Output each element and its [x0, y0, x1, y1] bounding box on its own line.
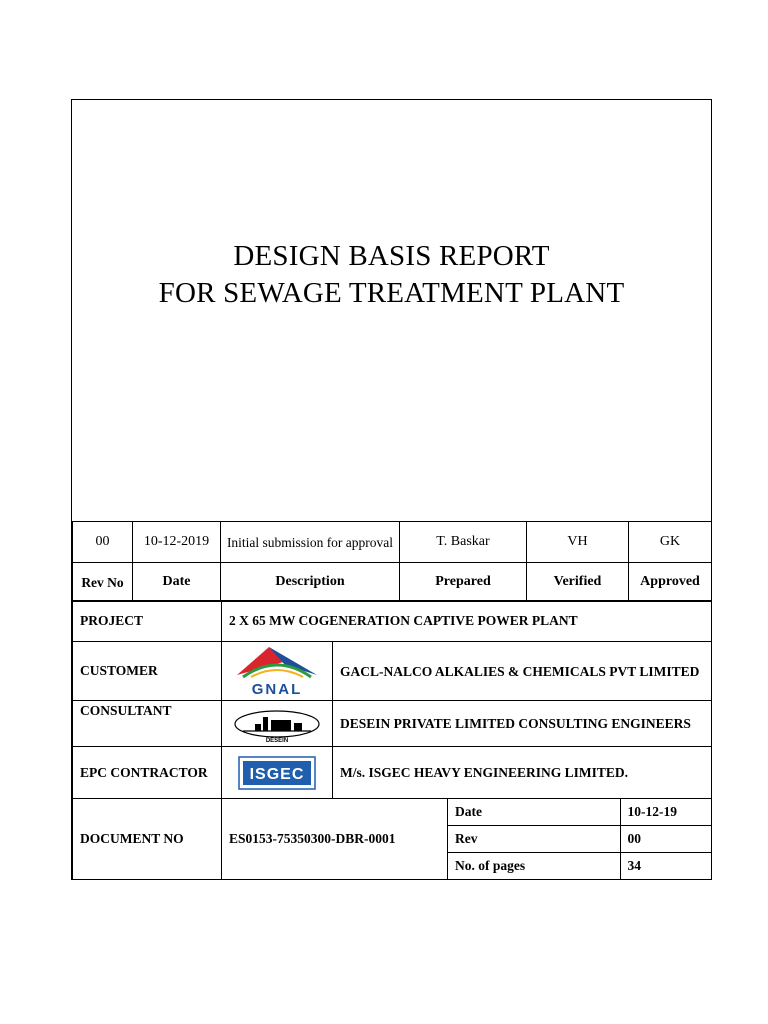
doc-meta-table	[448, 799, 712, 879]
customer-label: CUSTOMER	[73, 642, 222, 701]
header-verified: Verified	[527, 563, 629, 602]
svg-text:GNAL: GNAL	[251, 681, 303, 698]
consultant-value: DESEIN PRIVATE LIMITED CONSULTING ENGINEERS	[333, 701, 712, 747]
svg-text:ISGEC: ISGEC	[249, 765, 305, 783]
project-row	[73, 601, 712, 642]
epc-value: M/s. ISGEC HEAVY ENGINEERING LIMITED.	[333, 747, 712, 799]
doc-meta-cell	[448, 799, 712, 880]
consultant-row	[73, 701, 712, 747]
doc-meta-value: 10-12-19	[620, 799, 712, 826]
customer-value: GACL-NALCO ALKALIES & CHEMICALS PVT LIMITED	[333, 642, 712, 701]
title-area	[72, 100, 711, 521]
isgec-logo	[222, 747, 333, 799]
docno-label: DOCUMENT NO	[73, 799, 222, 880]
rev-date: 10-12-2019	[133, 522, 221, 563]
revision-table	[72, 521, 712, 602]
doc-meta-key: Rev	[448, 826, 620, 853]
svg-text:DESEIN: DESEIN	[265, 737, 289, 744]
desein-logo	[222, 701, 333, 747]
docno-row	[73, 799, 712, 880]
doc-meta-key: No. of pages	[448, 853, 620, 880]
rev-approved: GK	[629, 522, 712, 563]
title-line-1: DESIGN BASIS REPORT	[233, 239, 550, 272]
doc-meta-row	[448, 799, 712, 826]
rev-description: Initial submission for approval	[221, 522, 400, 563]
gnal-logo-mark	[229, 643, 325, 699]
info-table	[72, 600, 712, 880]
header-rev-no: Rev No	[73, 563, 133, 602]
header-approved: Approved	[629, 563, 712, 602]
epc-label: EPC CONTRACTOR	[73, 747, 222, 799]
revision-row	[73, 522, 712, 563]
doc-meta-row	[448, 853, 712, 880]
isgec-logo-mark	[238, 756, 316, 790]
gnal-logo	[222, 642, 333, 701]
doc-meta-row	[448, 826, 712, 853]
project-label: PROJECT	[73, 601, 222, 642]
rev-verified: VH	[527, 522, 629, 563]
consultant-label: CONSULTANT	[73, 701, 222, 747]
header-date: Date	[133, 563, 221, 602]
desein-logo-mark	[229, 704, 325, 744]
revision-header-row	[73, 563, 712, 602]
doc-meta-value: 34	[627, 858, 641, 873]
customer-row	[73, 642, 712, 701]
document-frame	[71, 99, 712, 880]
doc-meta-key: Date	[448, 799, 620, 826]
project-value: 2 X 65 MW COGENERATION CAPTIVE POWER PLANT	[222, 601, 712, 642]
docno-value: ES0153-75350300-DBR-0001	[222, 799, 448, 880]
title-line-2: FOR SEWAGE TREATMENT PLANT	[158, 276, 625, 309]
header-prepared: Prepared	[400, 563, 527, 602]
epc-row	[73, 747, 712, 799]
header-description: Description	[221, 563, 400, 602]
doc-meta-value: 00	[620, 826, 712, 853]
rev-value: 00	[73, 522, 133, 563]
rev-prepared: T. Baskar	[400, 522, 527, 563]
